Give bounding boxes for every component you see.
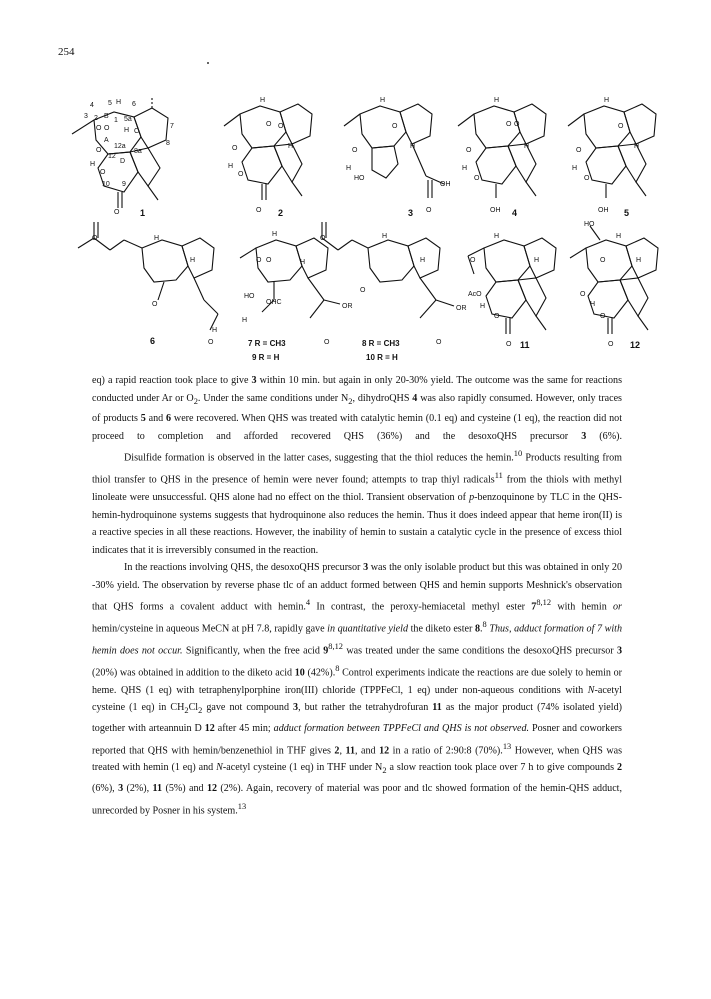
svg-text:H: H	[572, 165, 578, 172]
svg-text:H: H	[228, 163, 234, 170]
svg-text:H: H	[410, 143, 416, 150]
paragraph-3: In the reactions involving QHS, the desoxoQHS precursor 3 was the only isolable product but this was obtained in only 20 -30% yield. The observation by reverse phase tlc of an adduct formed between QHS and hemin supports Meshnick's observation that QHS forms a covalent adduct with hemin.$^4$ In contrast, the peroxy-hemiacetal methyl ester 7$^{8,12}$ with hemin or hemin/cysteine in aqueous MeCN at pH 7.8, rapidly gave in quantitative yield the diketo ester 8.$^8$ Thus, adduct formation of 7 with hemin does not occur. Significantly, when the free acid 9$^{8,12}$ was treated under the same conditions the desoxoQHS precursor 3 (20%) was obtained in addition to the diketo acid 10 (42%).$^8$ Control experiments indicate the reactions are due solely to hemin or heme. QHS (1 eq) with tetraphenylporphine iron(III) chloride (TPPFeCl, 1 eq) under non-aqueous conditions with N-acetyl cysteine (1 eq) in $CH_2Cl_2$ gave not compound 3, but rather the tetrahydrofuran 11 as the major product (74% isolated yield) together with arteannuin D 12 after 45 min; adduct formation between TPPFeCl and QHS is not observed. Posner and coworkers reported that QHS with hemin/benzenethiol in THF gives 2, 11, and 12 in a ratio of 2:90:8 (70%).$^{13}$ However, when QHS was treated with hemin (1 eq) and N-acetyl cysteine (1 eq) in THF under $N_2$ a slow reaction took place over 7 h to give compounds 2 (6%), 3 (2%), 11 (5%) and 12 (2%). Again, recovery of material was poor and tlc showed formation of the hemin-QHS adduct, unrecorded by Posner in his system.$^{13}$	[92, 562, 623, 816]
svg-text:O: O	[320, 235, 326, 242]
svg-text:A: A	[104, 137, 109, 144]
svg-text:7: 7	[170, 123, 174, 130]
svg-text:O: O	[92, 235, 98, 242]
svg-text:H: H	[272, 231, 278, 238]
compound-label-12: 12	[630, 340, 641, 350]
svg-text:O: O	[324, 339, 330, 346]
svg-text:O: O	[256, 257, 262, 264]
paragraph-2: Disulfide formation is observed in the latter cases, suggesting that the thiol reduces the hemin.$^{10}$ Products resulting from thiol transfer to QHS in the presence of hemin were never found; attempts to trap thiyl radicals$^{11}$ from the thiols with methyl linoleate were unsuccessful. QHS alone had no effect on the thiol. Transient observation of p-benzoquinone by TLC in the QHS-hemin-hydroquinone systems suggests that hydroquinone also reduces the hemin. Thus it does indeed appear that heme iron(II) is a reactive species in all these reactions. However, the inability of hemin to sustain a catalytic cycle in the presence of excess thiol indicates that it is irreversibly consumed in the reaction.	[92, 449, 623, 556]
svg-text:H: H	[288, 143, 294, 150]
svg-text:H: H	[616, 233, 622, 240]
svg-text:D: D	[120, 158, 126, 165]
article-body	[92, 372, 622, 820]
svg-text:B: B	[104, 113, 109, 120]
compound-label-1: 1	[140, 208, 146, 218]
svg-text:H: H	[190, 257, 196, 264]
svg-text:OR: OR	[456, 305, 467, 312]
svg-text:H: H	[494, 233, 500, 240]
svg-text:O: O	[580, 291, 586, 298]
structure-6	[78, 222, 218, 330]
svg-text:OH: OH	[490, 207, 501, 214]
svg-text:O: O	[266, 121, 272, 128]
svg-text:H: H	[124, 127, 130, 134]
svg-text:4: 4	[90, 102, 94, 109]
compound-label-6: 6	[150, 336, 156, 346]
structure-3	[344, 104, 444, 198]
svg-text:H: H	[524, 143, 530, 150]
svg-text:H: H	[534, 257, 540, 264]
svg-text:H: H	[462, 165, 468, 172]
svg-text:H: H	[604, 97, 610, 104]
svg-text:O: O	[352, 147, 358, 154]
svg-text:H: H	[346, 165, 352, 172]
svg-text:HO: HO	[244, 293, 255, 300]
svg-text:O: O	[360, 287, 366, 294]
svg-text:H: H	[300, 259, 306, 266]
compound-label-8: 8 R = CH3	[362, 339, 400, 348]
svg-text:H: H	[634, 143, 640, 150]
svg-text:H: H	[154, 235, 160, 242]
svg-text:O: O	[576, 147, 582, 154]
svg-text:O: O	[114, 209, 120, 216]
svg-text:O: O	[100, 169, 106, 176]
svg-text:O: O	[600, 313, 606, 320]
structure-11	[468, 238, 556, 334]
svg-text:O: O	[266, 257, 272, 264]
svg-text:C: C	[134, 128, 140, 135]
structure-7-9	[240, 238, 340, 318]
svg-text:O: O	[466, 147, 472, 154]
svg-text:5: 5	[108, 100, 112, 107]
svg-text:H: H	[480, 303, 486, 310]
svg-text:HO: HO	[584, 221, 595, 228]
svg-text:O: O	[514, 121, 520, 128]
svg-text:H: H	[494, 97, 500, 104]
svg-text:OHC: OHC	[266, 299, 282, 306]
svg-text:O: O	[152, 301, 158, 308]
compound-label-10: 10 R = H	[366, 353, 398, 362]
svg-text:O: O	[474, 175, 480, 182]
svg-text:O: O	[96, 147, 102, 154]
svg-text:10: 10	[102, 181, 110, 188]
structure-12	[570, 226, 658, 334]
compound-label-9: 9 R = H	[252, 353, 280, 362]
atom-labels	[84, 97, 641, 362]
svg-text:O: O	[278, 123, 284, 130]
compound-label-2: 2	[278, 208, 284, 218]
svg-text:HO: HO	[354, 175, 365, 182]
compound-label-3: 3	[408, 208, 414, 218]
svg-text:H: H	[382, 233, 388, 240]
svg-text:12: 12	[108, 153, 116, 160]
page-number: 254	[58, 46, 75, 58]
svg-text:O: O	[426, 207, 432, 214]
svg-text:O: O	[470, 257, 476, 264]
svg-text:O: O	[96, 125, 102, 132]
svg-text:O: O	[256, 207, 262, 214]
svg-text:H: H	[212, 327, 218, 334]
svg-text:5a: 5a	[124, 116, 132, 123]
svg-text:O: O	[392, 123, 398, 130]
svg-text:H: H	[420, 257, 426, 264]
svg-text:OH: OH	[598, 207, 609, 214]
svg-text:O: O	[600, 257, 606, 264]
chemical-structures-figure	[0, 0, 711, 372]
svg-text:O: O	[506, 121, 512, 128]
paragraph-1: eq) a rapid reaction took place to give 3 within 10 min. but again in only 20-30% yield. The outcome was the same for reactions conducted under Ar or $O_2$. Under the same conditions under $N_2$, dihydroQHS 4 was also rapidly consumed. However, only traces of products 5 and 6 were recovered. When QHS was treated with catalytic hemin (0.1 eq) and cysteine (1 eq), the reaction did not proceed to completion and afforded recovered QHS (36%) and the desoxoQHS precursor 3 (6%).	[92, 375, 623, 442]
svg-text:AcO: AcO	[468, 291, 482, 298]
svg-text:1: 1	[114, 117, 118, 124]
svg-text:2: 2	[94, 115, 98, 122]
svg-text:O: O	[584, 175, 590, 182]
svg-text:O: O	[494, 313, 500, 320]
compound-label-11: 11	[520, 340, 530, 350]
svg-text:6: 6	[132, 101, 136, 108]
svg-text:H: H	[590, 301, 596, 308]
compound-label-7: 7 R = CH3	[248, 339, 286, 348]
svg-text:H: H	[636, 257, 642, 264]
svg-text:O: O	[506, 341, 512, 348]
svg-text:H: H	[116, 99, 122, 106]
svg-text:O: O	[608, 341, 614, 348]
structure-2	[224, 104, 312, 200]
svg-text:O: O	[238, 171, 244, 178]
svg-text:OR: OR	[342, 303, 353, 310]
svg-text:H: H	[380, 97, 386, 104]
svg-text:8: 8	[166, 140, 170, 147]
svg-text:12a: 12a	[114, 143, 126, 150]
svg-text:9: 9	[122, 181, 126, 188]
svg-text:O: O	[618, 123, 624, 130]
svg-text:O: O	[232, 145, 238, 152]
svg-text:H: H	[260, 97, 266, 104]
svg-text:H: H	[242, 317, 248, 324]
compound-label-5: 5	[624, 208, 630, 218]
compound-label-4: 4	[512, 208, 518, 218]
svg-text:O: O	[104, 125, 110, 132]
svg-text:3: 3	[84, 113, 88, 120]
svg-text:O: O	[208, 339, 214, 346]
svg-text:H: H	[90, 161, 96, 168]
svg-text:O: O	[436, 339, 442, 346]
svg-text:OH: OH	[440, 181, 451, 188]
svg-text:8a: 8a	[134, 148, 142, 155]
